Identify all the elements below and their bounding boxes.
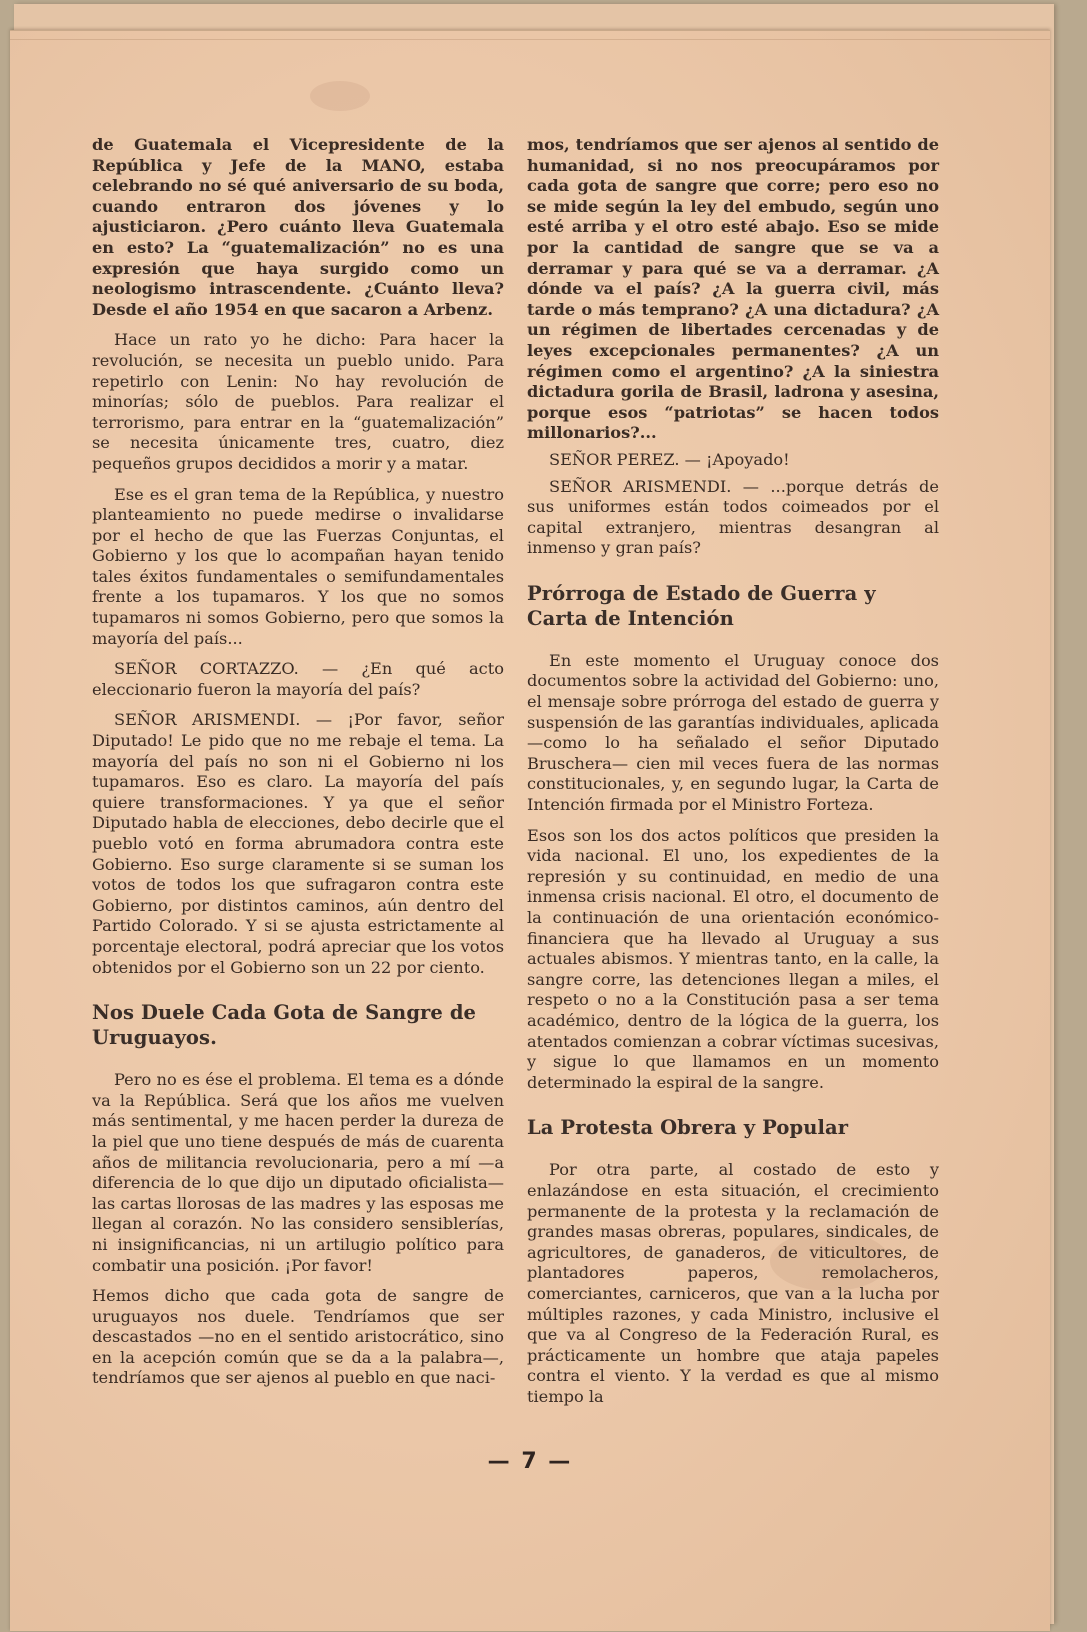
section-heading: Nos Duele Cada Gota de Sangre de Uruguayos. — [92, 1001, 477, 1050]
paragraph: Hemos dicho que cada gota de sangre de uruguayos nos duele. Tendríamos que ser descastados —no en el sentido aristocrático, sino en la acepción común que se da a la palabra—, tendríamos que ser ajenos al pueblo en que naci- — [92, 1286, 504, 1388]
document-page — [10, 30, 1050, 1631]
section-heading: La Protesta Obrera y Popular — [527, 1116, 849, 1140]
paragraph: Hace un rato yo he dicho: Para hacer la revolución, se necesita un pueblo unido. Para repetirlo con Lenin: No hay revolución de minorías; sólo de pueblos. Para realizar el terrorismo, para entrar en la “guatemalización” se necesita únicamente tres, cuatro, diez pequeños grupos decididos a morir y a matar. — [92, 330, 504, 473]
paragraph: SEÑOR ARISMENDI. — ¡Por favor, señor Diputado! Le pido que no me rebaje el tema. La mayoría del país no son ni el Gobierno ni los tupamaros. Eso es claro. La mayoría del país quiere transformaciones. Y ya que el señor Diputado habla de elecciones, debo decirle que el pueblo votó en forma abrumadora contra este Gobierno. Eso surge claramente si se suman los votos de todos los que sufragaron contra este Gobierno, por distintos caminos, aún dentro del Partido Colorado. Y si se ajusta estrictamente al porcentaje electoral, podrá apreciar que los votos obtenidos por el Gobierno son un 22 por ciento. — [92, 710, 504, 977]
page-fold-line — [10, 39, 1050, 40]
paper-stain — [310, 81, 370, 111]
paragraph: Por otra parte, al costado de esto y enlazándose en esta situación, el crecimiento permanente de la protesta y la reclamación de grandes masas obreras, populares, sindicales, de agricultores, de ganaderos, de viticultores, de plantadores paperos, remolacheros, comerciantes, carniceros, que van a la lucha por múltiples razones, y cada Ministro, inclusive el que va al Congreso de la Federación Rural, es prácticamente un hombre que ataja papeles contra el viento. Y la verdad es que al mismo tiempo la — [527, 1160, 939, 1406]
paragraph: de Guatemala el Vicepresidente de la República y Jefe de la MANO, estaba celebrando no sé qué aniversario de su boda, cuando entraron dos jóvenes y lo ajusticiaron. ¿Pero cuánto lleva Guatemala en esto? La “guatemalización” no es una expresión que haya surgido como un neologismo intrascendente. ¿Cuánto lleva? Desde el año 1954 en que sacaron a Arbenz. — [92, 135, 504, 319]
paragraph: Ese es el gran tema de la República, y nuestro planteamiento no puede medirse o invalidarse por el hecho de que las Fuerzas Conjuntas, el Gobierno y los que lo acompañan hayan tenido tales éxitos fundamentales o semifundamentales frente a los tupamaros. Y los que no somos tupamaros ni somos Gobierno, pero que somos la mayoría del país... — [92, 484, 504, 648]
page-number: — 7 — — [487, 1449, 573, 1474]
paragraph: mos, tendríamos que ser ajenos al sentido de humanidad, si no nos preocupáramos por cada gota de sangre que corre; pero eso no se mide según la ley del embudo, según uno esté arriba y el otro esté abajo. Eso se mide por la cantidad de sangre que se va a derramar y para qué se va a derramar. ¿A dónde va el país? ¿A la guerra civil, más tarde o más temprano? ¿A una dictadura? ¿A un régimen de libertades cercenadas y de leyes excepcionales permanentes? ¿A un régimen como el argentino? ¿A la siniestra dictadura gorila de Brasil, ladrona y asesina, porque esos “patriotas” se hacen todos millonarios?... — [527, 135, 939, 443]
paragraph: Pero no es ése el problema. El tema es a dónde va la República. Será que los años me vuelven más sentimental, y me hacen perder la dureza de la piel que uno tiene después de más de cuarenta años de militancia revolucionaria, pero a mí —a diferencia de lo que dijo un diputado oficialista— las cartas llorosas de las madres y las esposas me llegan al corazón. No las considero sensiblerías, ni insignificancias, ni un artilugio político para combatir una posición. ¡Por favor! — [92, 1070, 504, 1275]
paragraph: SEÑOR PEREZ. — ¡Apoyado! — [549, 449, 790, 469]
section-heading: Prórroga de Estado de Guerra y Carta de Intención — [527, 581, 876, 630]
paragraph: En este momento el Uruguay conoce dos documentos sobre la actividad del Gobierno: uno, el mensaje sobre prórroga del estado de guerra y suspensión de las garantías individuales, aplicada —como lo ha señalado el señor Diputado Bruschera— cien mil veces fuera de las normas constitucionales, y, en segundo lugar, la Carta de Intención firmada por el Ministro Forteza. — [527, 650, 939, 815]
paragraph: SEÑOR ARISMENDI. — ...porque detrás de sus uniformes están todos coimeados por el capital extranjero, mientras desangran al inmenso y gran país? — [527, 476, 939, 558]
paragraph: Esos son los dos actos políticos que presiden la vida nacional. El uno, los expedientes de la represión y su continuidad, en medio de una inmensa crisis nacional. El otro, el documento de la continuación de una orientación económico-financiera que ha llevado al Uruguay a sus actuales abismos. Y mientras tanto, en la calle, la sangre corre, las detenciones llegan a miles, el respeto o no a la Constitución pasa a ser tema académico, dentro de la lógica de la guerra, los atentados comienzan a cobrar víctimas sucesivas, y sigue lo que llamamos en un momento determinado la espiral de la sangre. — [527, 825, 939, 1092]
left-column — [92, 135, 504, 1399]
paragraph: SEÑOR CORTAZZO. — ¿En qué acto eleccionario fueron la mayoría del país? — [92, 659, 504, 699]
right-column — [527, 135, 939, 1417]
